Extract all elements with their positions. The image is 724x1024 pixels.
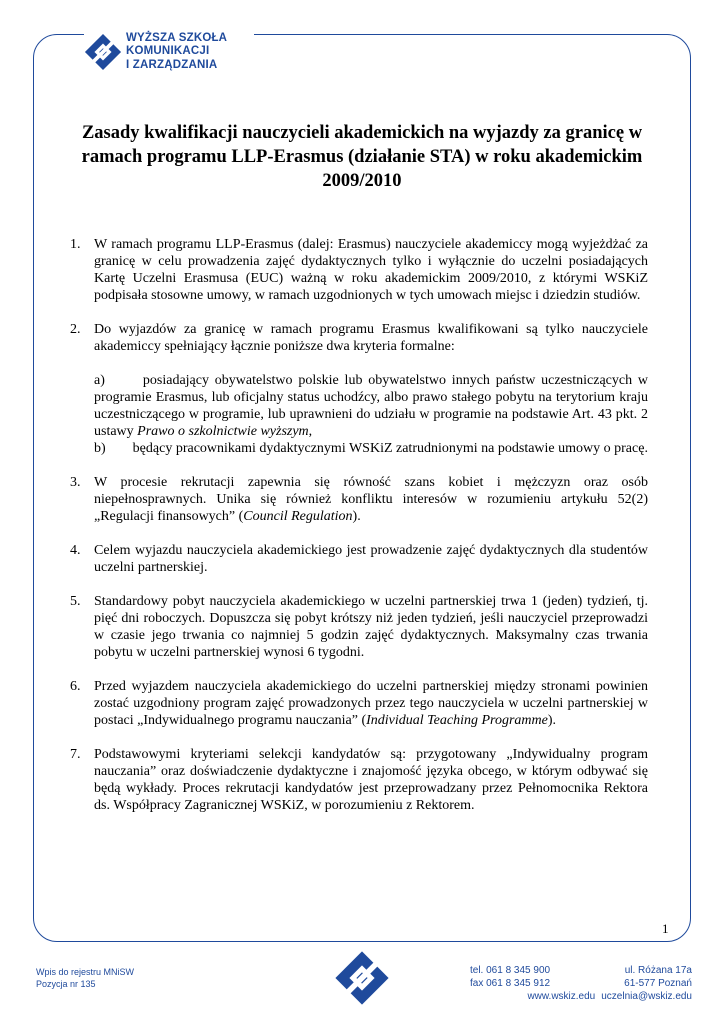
item-number: 3. <box>70 475 81 490</box>
criterion-a-italic: Prawo o szkolnictwie wyższym <box>137 424 309 439</box>
item-text: W procesie rekrutacji zapewnia się równość szans kobiet i mężczyzn oraz osób niepełnosprawnych. Unika się również konfliktu interesów w rozumieniu artykułu 52(2) „Regulacji finansowych” ( <box>94 475 648 524</box>
header-logo <box>84 24 254 80</box>
street-address: ul. Różana 17a <box>624 965 692 976</box>
item-number: 4. <box>70 543 81 558</box>
list-item: 3. W procesie rekrutacji zapewnia się równość szans kobiet i mężczyzn oraz osób niepełnosprawnych. Unika się również konfliktu interesów w rozumieniu artykułu 52(2) „Regulacji finansowych” (Council Regulation). <box>70 475 648 524</box>
item-text: Celem wyjazdu nauczyciela akademickiego jest prowadzenie zajęć dydaktycznych dla studentów uczelni partnerskiej. <box>94 543 648 575</box>
criterion-a: a) posiadający obywatelstwo polskie lub obywatelstwo innych państw uczestniczących w programie Erasmus, lub oficjalny status uchodźcy, albo prawo stałego pobytu na terytorium kraju uczestniczącego w programie, lub uprawnieni do udziału w programie na podstawie Art. 43 pkt. 2 ustawy Prawo o szkolnictwie wyższym, <box>94 373 648 439</box>
item-text: Do wyjazdów za granicę w ramach programu Erasmus kwalifikowani są tylko nauczyciele akademiccy spełniający łącznie poniższe dwa kryteria formalne: <box>94 322 648 354</box>
list-item <box>70 321 648 457</box>
item-italic: Council Regulation <box>243 509 353 524</box>
criterion-b-text: będący pracownikami dydaktycznymi WSKiZ zatrudnionymi na podstawie umowy o pracę. <box>132 441 648 456</box>
logo-line-2: KOMUNIKACJI <box>126 45 210 58</box>
item-number: 7. <box>70 747 81 762</box>
list-item <box>70 593 648 661</box>
item-text: Przed wyjazdem nauczyciela akademickiego do uczelni partnerskiej między stronami powinien zostać uzgodniony program zajęć prowadzonych przez tego nauczyciela w uczelni partnerskiej w postaci „Indywidualnego programu nauczania” ( <box>94 679 648 728</box>
document-title: Zasady kwalifikacji nauczycieli akademickich na wyjazdy za granicę w ramach programu LLP-Erasmus (działanie STA) w roku akademickim 2009/2010 <box>81 123 643 191</box>
phone: tel. 061 8 345 900 <box>470 965 551 976</box>
item-number: 5. <box>70 594 81 609</box>
fax: fax 061 8 345 912 <box>470 978 551 989</box>
item-number: 6. <box>70 679 81 694</box>
item-text: W ramach programu LLP-Erasmus (dalej: Erasmus) nauczyciele akademiccy mogą wyjeżdżać za granicę w celu prowadzenia zajęć dydaktycznych tylko i wyłącznie do uczelni posiadających Kartę Uczelni Erasmusa (EUC) ważną w roku akademickim 2009/2010, z którymi WSKiZ podpisała stosowne umowy, w ramach uzgodnionych w tych umowach miejsc i dziedzin studiów. <box>94 237 648 303</box>
item-number: 2. <box>70 322 81 337</box>
footer-emblem-icon <box>334 950 390 1006</box>
website-link[interactable]: www.wskiz.edu <box>527 991 596 1002</box>
item-italic: Individual Teaching Programme <box>366 713 548 728</box>
criterion-b <box>94 440 648 457</box>
criterion-a-text: posiadający obywatelstwo polskie lub obywatelstwo innych państw uczestniczących w programie Erasmus, lub oficjalny status uchodźcy, albo prawo stałego pobytu na terytorium kraju uczestniczącego w programie, lub uprawnieni do udziału w programie na podstawie Art. 43 pkt. 2 ustawy <box>94 373 648 439</box>
logo-line-1: WYŻSZA SZKOŁA <box>126 31 228 44</box>
city-address: 61-577 Poznań <box>624 978 692 989</box>
item-text: Standardowy pobyt nauczyciela akademickiego w uczelni partnerskiej trwa 1 (jeden) tydzień, tj. pięć dni roboczych. Dopuszcza się pobyt krótszy niż jeden tydzień, jeśli nauczyciel przeprowadzi w czasie jego trwania co najmniej 5 godzin zajęć dydaktycznych. Maksymalny czas trwania pobytu w uczelni partnerskiej wynosi 6 tygodni. <box>94 594 648 660</box>
email-link[interactable]: uczelnia@wskiz.edu <box>601 991 692 1002</box>
item-number: 1. <box>70 237 81 252</box>
item-text: Podstawowymi kryteriami selekcji kandydatów są: przygotowany „Indywidualny program nauczania” oraz doświadczenie dydaktyczne i znajomość języka obcego, w którym odbywać się będą wykłady. Proces rekrutacji kandydatów jest przeprowadzany przez Pełnomocnika Rektora ds. Współpracy Zagranicznej WSKiZ, w porozumieniu z Rektorem. <box>94 747 648 813</box>
list-item: 6. Przed wyjazdem nauczyciela akademickiego do uczelni partnerskiej między stronami powinien zostać uzgodniony program zajęć prowadzonych przez tego nauczyciela w uczelni partnerskiej w postaci „Indywidualnego programu nauczania” (Individual Teaching Programme). <box>70 679 648 728</box>
registry-line-1: Wpis do rejestru MNiSW <box>36 967 135 977</box>
page-number: 1 <box>662 921 669 936</box>
list-item <box>70 746 648 814</box>
registry-info <box>36 966 134 990</box>
contact-info <box>470 964 692 1003</box>
list-item <box>70 542 648 576</box>
list-item <box>70 236 648 304</box>
logo-line-3: I ZARZĄDZANIA <box>126 58 218 71</box>
school-emblem-icon <box>84 33 122 71</box>
criterion-b-label: b) <box>94 441 106 456</box>
criterion-a-label: a) <box>94 373 105 388</box>
registry-line-2: Pozycja nr 135 <box>36 979 96 989</box>
rules-list <box>70 236 648 814</box>
